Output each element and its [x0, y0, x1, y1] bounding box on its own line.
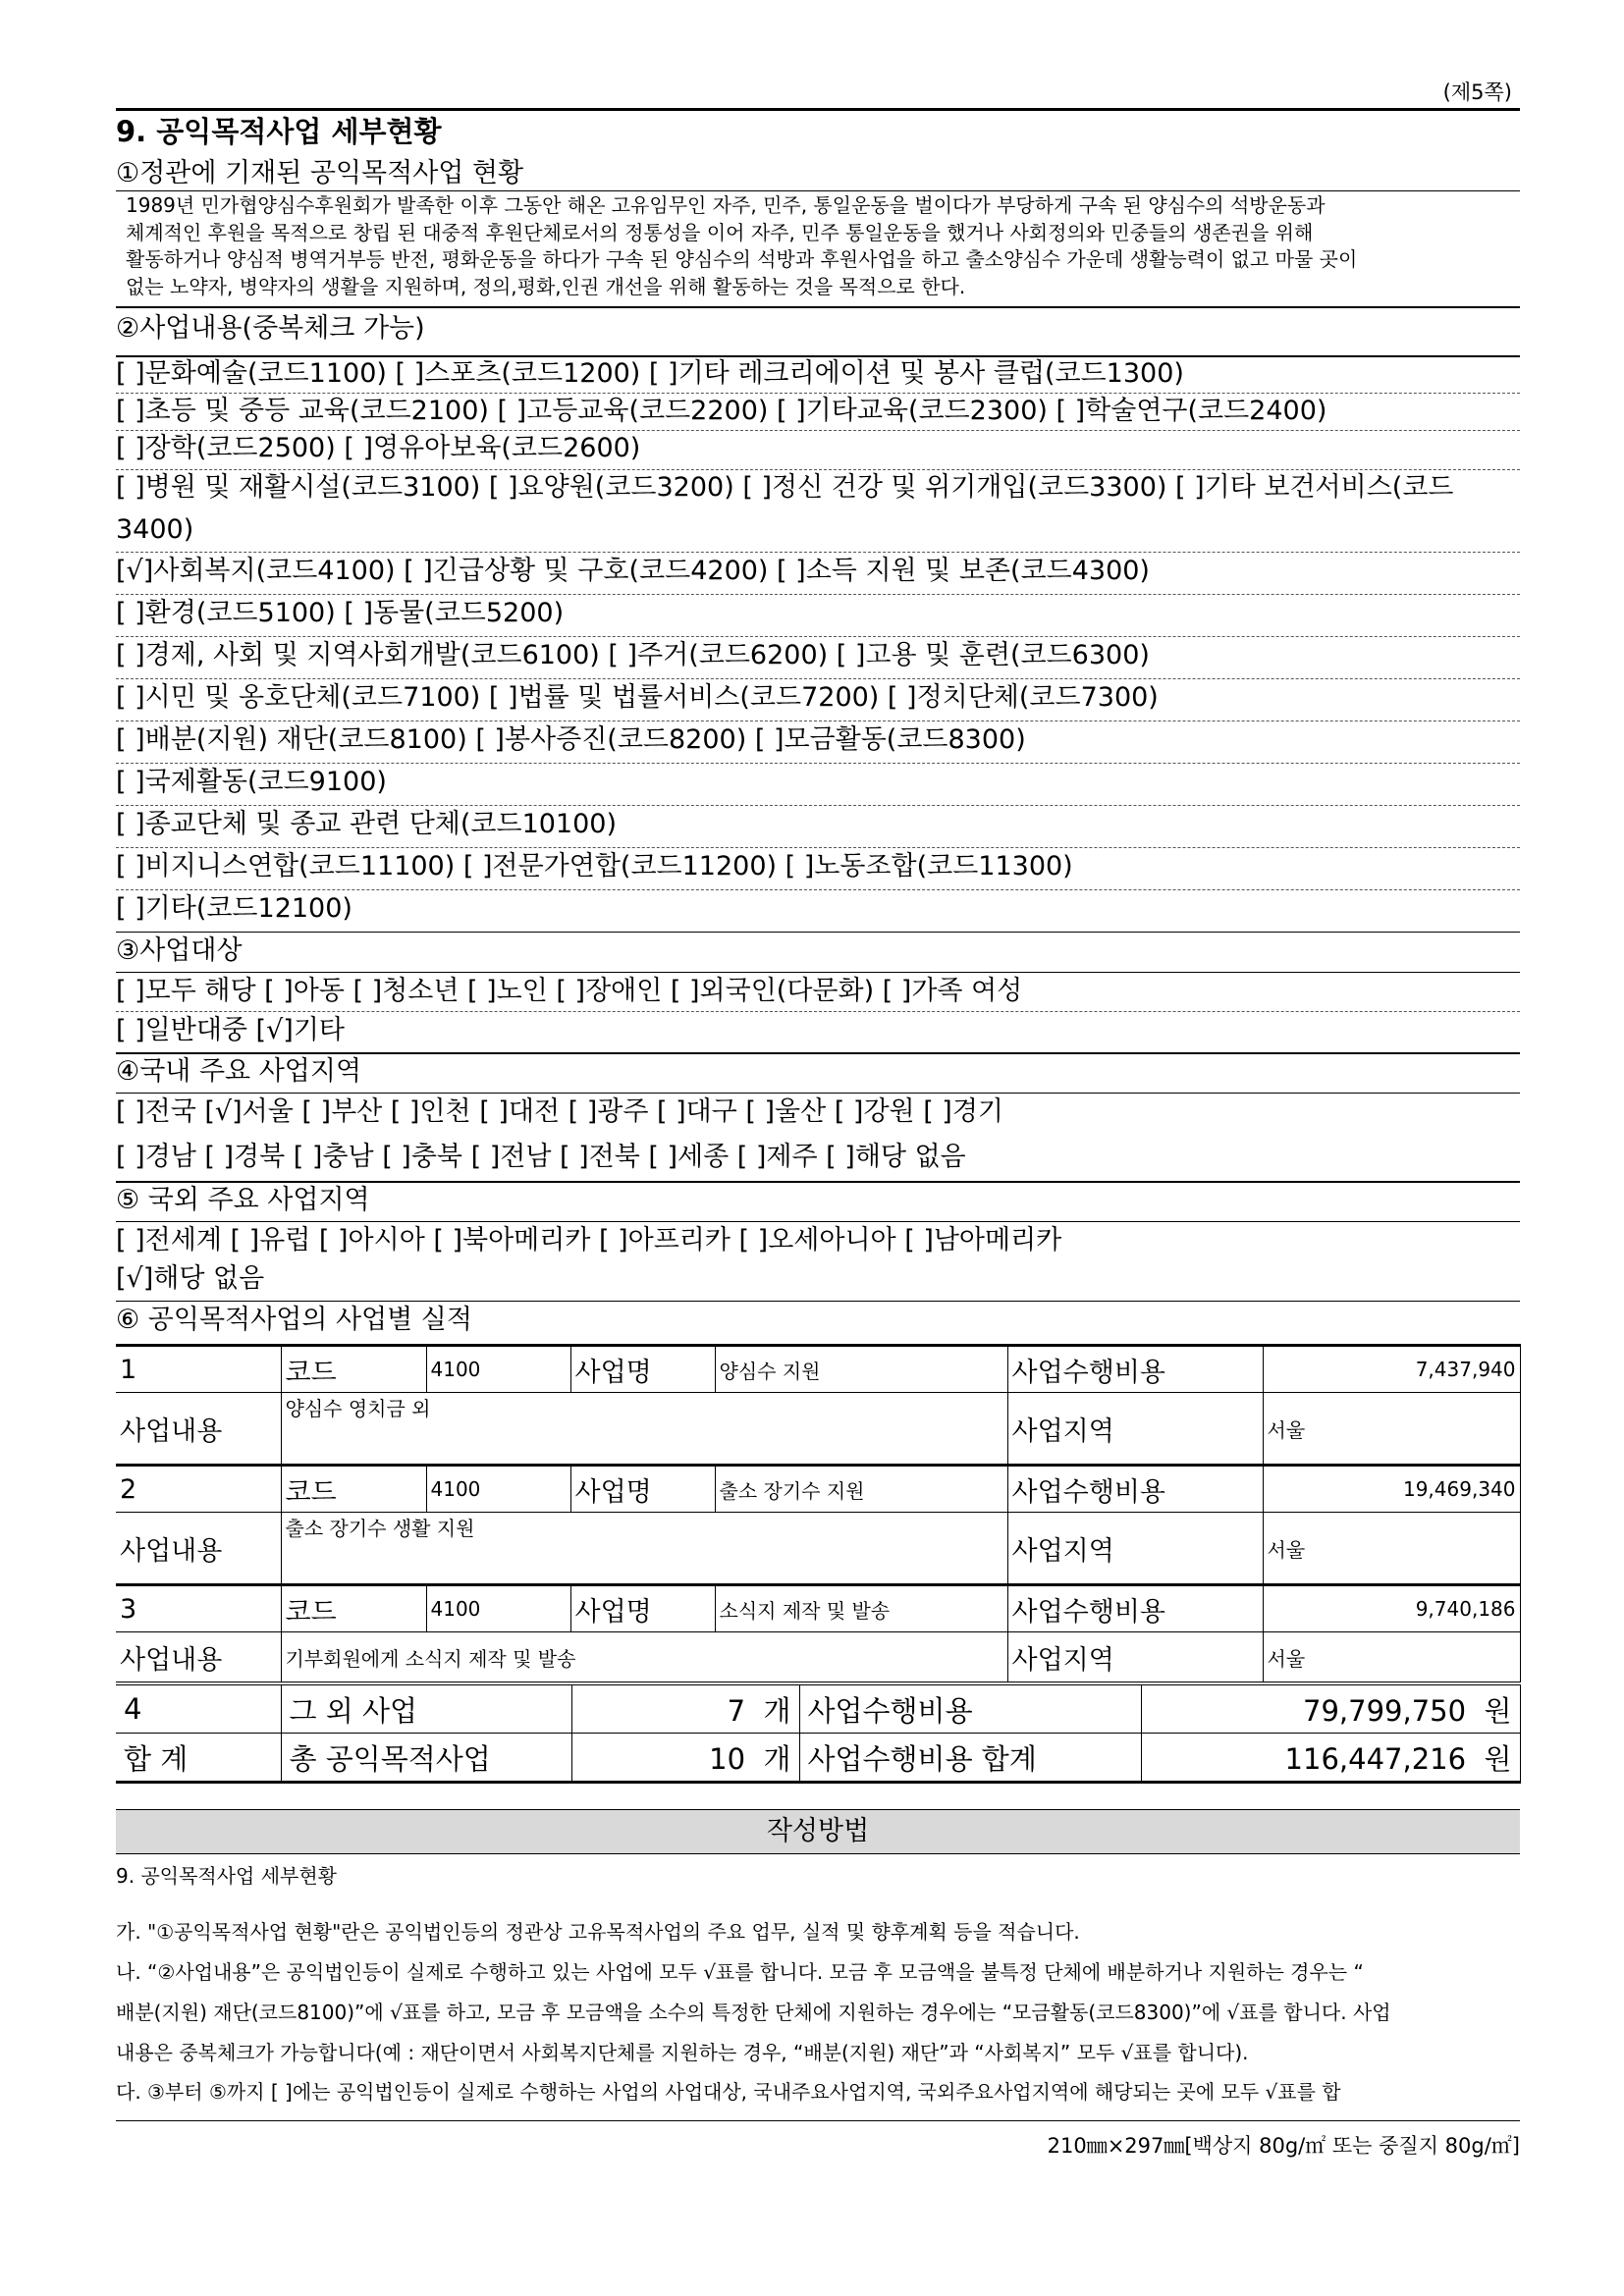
dash-line	[116, 393, 1520, 394]
divider	[116, 1221, 1520, 1222]
s6-heading: ⑥ 공익목적사업의 사업별 실적	[116, 1305, 472, 1335]
region-label: 사업지역	[1007, 1393, 1263, 1466]
method-line: 내용은 중복체크가 가능합니다(예 : 재단이면서 사회복지단체를 지원하는 경우, “배분(지원) 재단”과 “사회복지” 모두 √표를 합니다).	[116, 2041, 1249, 2064]
s2-heading: ②사업내용(중복체크 가능)	[116, 313, 425, 344]
dash-line	[116, 763, 1520, 764]
dash-line	[116, 430, 1520, 431]
business-row: [ ]병원 및 재활시설(코드3100) [ ]요양원(코드3200) [ ]정신 건강 및 위기개입(코드3300) [ ]기타 보건서비스(코드	[116, 472, 1454, 503]
code-label: 코드	[281, 1466, 426, 1513]
others-cost-cell	[1141, 1685, 1520, 1734]
project-no: 2	[116, 1466, 281, 1513]
divider	[116, 306, 1520, 308]
performance-table	[116, 1344, 1521, 1682]
purpose-line: 체계적인 후원을 목적으로 창립 된 대중적 후원단체로서의 정통성을 이어 자주, 민주 통일운동을 했거나 사회정의와 민중들의 생존권을 위해	[126, 220, 1314, 244]
project-content-row	[116, 1513, 1520, 1585]
name-label: 사업명	[570, 1585, 715, 1632]
divider	[116, 2120, 1520, 2121]
divider	[116, 1301, 1520, 1302]
others-label: 그 외 사업	[281, 1685, 571, 1734]
page-number: (제5쪽)	[1442, 80, 1512, 104]
content-label: 사업내용	[116, 1513, 281, 1585]
others-count: 7	[727, 1693, 746, 1728]
others-no: 4	[116, 1685, 281, 1734]
dash-line	[116, 805, 1520, 806]
project-content-row	[116, 1393, 1520, 1466]
cost-label: 사업수행비용	[1007, 1585, 1263, 1632]
business-row: [ ]비지니스연합(코드11100) [ ]전문가연합(코드11200) [ ]노동조합(코드11300)	[116, 851, 1073, 881]
divider	[116, 190, 1520, 191]
overseas-region-row: [√]해당 없음	[116, 1263, 265, 1294]
project-no: 3	[116, 1585, 281, 1632]
business-row: [ ]환경(코드5100) [ ]동물(코드5200)	[116, 598, 565, 628]
method-line: 배분(지원) 재단(코드8100)”에 √표를 하고, 모금 후 모금액을 소수의 특정한 단체에 지원하는 경우에는 “모금활동(코드8300)”에 √표를 합니다. 사업	[116, 2001, 1391, 2024]
divider	[116, 108, 1520, 111]
domestic-region-row: [ ]경남 [ ]경북 [ ]충남 [ ]충북 [ ]전남 [ ]전북 [ ]세종 [ ]제주 [ ]해당 없음	[116, 1142, 966, 1172]
business-row: [ ]초등 및 중등 교육(코드2100) [ ]고등교육(코드2200) [ ]기타교육(코드2300) [ ]학술연구(코드2400)	[116, 396, 1327, 426]
business-row: [ ]시민 및 옹호단체(코드7100) [ ]법률 및 법률서비스(코드7200) [ ]정치단체(코드7300)	[116, 682, 1159, 713]
project-header-row	[116, 1346, 1520, 1393]
project-code: 4100	[426, 1346, 570, 1393]
project-region: 서울	[1263, 1513, 1520, 1585]
method-line: 가. "①공익목적사업 현황"란은 공익법인등의 정관상 고유목적사업의 주요 업무, 실적 및 향후계획 등을 적습니다.	[116, 1920, 1080, 1944]
method-line: 다. ③부터 ⑤까지 [ ]에는 공익법인등이 실제로 수행하는 사업의 사업대상, 국내주요사업지역, 국외주요사업지역에 해당되는 곳에 모두 √표를 합	[116, 2080, 1341, 2104]
method-title: 작성방법	[116, 1809, 1520, 1854]
project-content-cell	[281, 1513, 1007, 1585]
project-content: 출소 장기수 생활 지원	[285, 1516, 475, 1540]
paper-spec: 210㎜×297㎜[백상지 80g/㎡ 또는 중질지 80g/㎡]	[1047, 2134, 1520, 2158]
s5-heading: ⑤ 국외 주요 사업지역	[116, 1185, 370, 1215]
business-row: 3400)	[116, 514, 194, 545]
divider	[116, 1093, 1520, 1094]
purpose-line: 없는 노약자, 병약자의 생활을 지원하며, 정의,평화,인권 개선을 위해 활동하는 것을 목적으로 한다.	[126, 274, 966, 298]
total-projects-label: 총 공익목적사업	[281, 1734, 571, 1783]
content-label: 사업내용	[116, 1393, 281, 1466]
s3-heading: ③사업대상	[116, 935, 243, 966]
total-row	[116, 1734, 1520, 1783]
dash-line	[116, 636, 1520, 637]
total-cost-label: 사업수행비용 합계	[799, 1734, 1141, 1783]
project-content: 기부회원에게 소식지 제작 및 발송	[281, 1632, 1007, 1682]
total-won: 원	[1484, 1741, 1512, 1776]
business-row: [√]사회복지(코드4100) [ ]긴급상황 및 구호(코드4200) [ ]소득 지원 및 보존(코드4300)	[116, 556, 1150, 586]
method-line: 나. “②사업내용”은 공익법인등이 실제로 수행하고 있는 사업에 모두 √표를 합니다. 모금 후 모금액을 불특정 단체에 배분하거나 지원하는 경우는 “	[116, 1960, 1364, 1984]
divider	[116, 972, 1520, 973]
dash-line	[116, 678, 1520, 679]
purpose-line: 활동하거나 양심적 병역거부등 반전, 평화운동을 하다가 구속 된 양심수의 석방과 후원사업을 하고 출소양심수 가운데 생활능력이 없고 마물 곳이	[126, 247, 1358, 271]
cost-label: 사업수행비용	[1007, 1466, 1263, 1513]
project-cost: 7,437,940	[1263, 1346, 1520, 1393]
others-cost: 79,799,750	[1303, 1693, 1467, 1728]
others-count-cell	[571, 1685, 799, 1734]
overseas-region-row: [ ]전세계 [ ]유럽 [ ]아시아 [ ]북아메리카 [ ]아프리카 [ ]오세아니아 [ ]남아메리카	[116, 1225, 1062, 1255]
others-won: 원	[1484, 1693, 1512, 1728]
others-row	[116, 1685, 1520, 1734]
dash-line	[116, 847, 1520, 848]
project-header-row	[116, 1585, 1520, 1632]
project-code: 4100	[426, 1585, 570, 1632]
code-label: 코드	[281, 1585, 426, 1632]
name-label: 사업명	[570, 1346, 715, 1393]
project-header-row	[116, 1466, 1520, 1513]
project-code: 4100	[426, 1466, 570, 1513]
dash-line	[116, 469, 1520, 470]
s1-heading: ①정관에 기재된 공익목적사업 현황	[116, 158, 524, 188]
project-content-row	[116, 1632, 1520, 1682]
business-row: [ ]종교단체 및 종교 관련 단체(코드10100)	[116, 809, 618, 839]
total-cost-cell	[1141, 1734, 1520, 1783]
section-title: 9. 공익목적사업 세부현황	[116, 115, 442, 148]
others-unit: 개	[763, 1693, 791, 1728]
project-content-cell	[281, 1393, 1007, 1466]
project-name: 소식지 제작 및 발송	[715, 1585, 1007, 1632]
divider	[116, 1052, 1520, 1054]
divider	[116, 932, 1520, 933]
project-region: 서울	[1263, 1393, 1520, 1466]
summary-table	[116, 1684, 1521, 1784]
project-no: 1	[116, 1346, 281, 1393]
total-count-cell	[571, 1734, 799, 1783]
s4-heading: ④국내 주요 사업지역	[116, 1056, 362, 1087]
project-name: 양심수 지원	[715, 1346, 1007, 1393]
project-cost: 19,469,340	[1263, 1466, 1520, 1513]
business-row: [ ]문화예술(코드1100) [ ]스포츠(코드1200) [ ]기타 레크리에이션 및 봉사 클럽(코드1300)	[116, 358, 1184, 389]
name-label: 사업명	[570, 1466, 715, 1513]
business-row: [ ]경제, 사회 및 지역사회개발(코드6100) [ ]주거(코드6200) [ ]고용 및 훈련(코드6300)	[116, 640, 1150, 670]
total-count: 10	[709, 1741, 746, 1776]
domestic-region-row: [ ]전국 [√]서울 [ ]부산 [ ]인천 [ ]대전 [ ]광주 [ ]대구 [ ]울산 [ ]강원 [ ]경기	[116, 1096, 1004, 1127]
total-cost: 116,447,216	[1284, 1741, 1467, 1776]
dash-line	[116, 594, 1520, 595]
business-row: [ ]기타(코드12100)	[116, 893, 352, 924]
cost-label: 사업수행비용	[1007, 1346, 1263, 1393]
project-region: 서울	[1263, 1632, 1520, 1682]
code-label: 코드	[281, 1346, 426, 1393]
total-unit: 개	[763, 1741, 791, 1776]
business-row: [ ]국제활동(코드9100)	[116, 767, 387, 797]
dash-line	[116, 552, 1520, 553]
project-name: 출소 장기수 지원	[715, 1466, 1007, 1513]
content-label: 사업내용	[116, 1632, 281, 1682]
region-label: 사업지역	[1007, 1513, 1263, 1585]
target-row: [ ]일반대중 [√]기타	[116, 1015, 345, 1045]
divider	[116, 1181, 1520, 1183]
business-row: [ ]장학(코드2500) [ ]영유아보육(코드2600)	[116, 433, 641, 463]
others-cost-label: 사업수행비용	[799, 1685, 1141, 1734]
total-label: 합 계	[116, 1734, 281, 1783]
purpose-line: 1989년 민가협양심수후원회가 발족한 이후 그동안 해온 고유임무인 자주, 민주, 통일운동을 벌이다가 부당하게 구속 된 양심수의 석방운동과	[126, 193, 1326, 217]
dash-line	[116, 889, 1520, 890]
project-cost: 9,740,186	[1263, 1585, 1520, 1632]
target-row: [ ]모두 해당 [ ]아동 [ ]청소년 [ ]노인 [ ]장애인 [ ]외국인(다문화) [ ]가족 여성	[116, 976, 1023, 1006]
dash-line	[116, 1011, 1520, 1012]
purpose-text	[126, 192, 1520, 300]
project-content: 양심수 영치금 외	[285, 1396, 431, 1420]
method-line: 9. 공익목적사업 세부현황	[116, 1864, 337, 1888]
region-label: 사업지역	[1007, 1632, 1263, 1682]
business-row: [ ]배분(지원) 재단(코드8100) [ ]봉사증진(코드8200) [ ]모금활동(코드8300)	[116, 724, 1026, 755]
